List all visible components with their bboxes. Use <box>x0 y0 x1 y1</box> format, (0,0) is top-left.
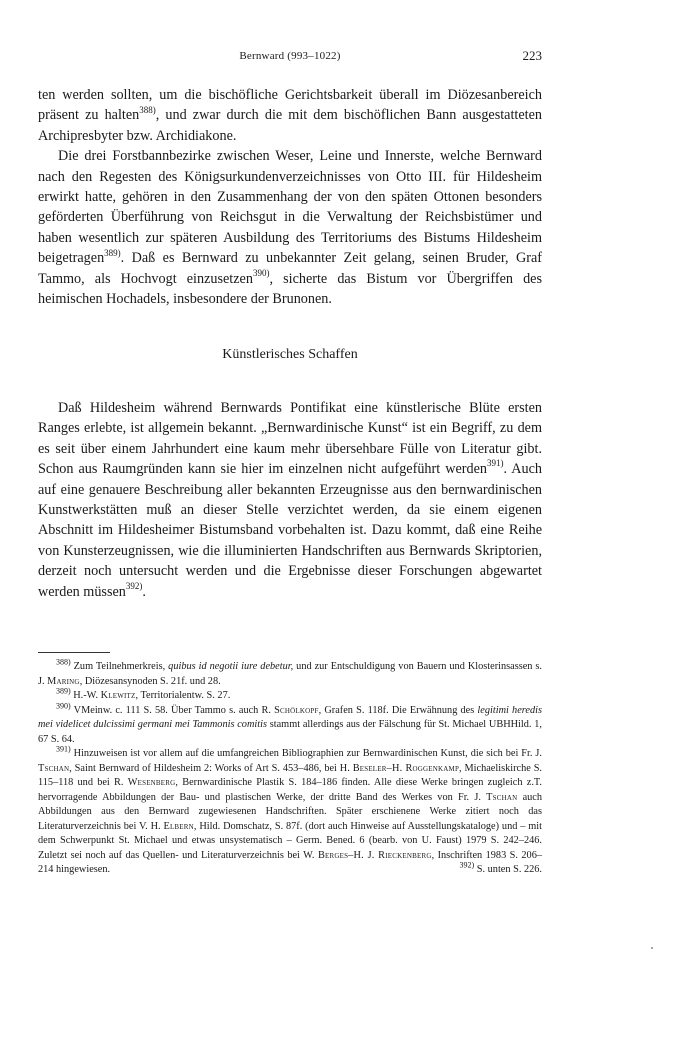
main-text <box>38 85 542 602</box>
footnote-390: $^{390)}$ VMeinw. c. 111 S. 58. Über Tammo s. auch R. Schölkopf, Grafen S. 118f. Die Erwähnung des legitimi heredis mei videlicet dulcissimi germani mei Tammonis comitis stammt allerdings aus der Fälschung für St. Michael UBHHild. 1, 67 S. 64. <box>38 701 542 745</box>
footnote-392: $^{392)}$ S. unten S. 226. <box>459 860 542 875</box>
section-heading: Künstlerisches Schaffen <box>222 347 358 363</box>
page-header <box>38 48 542 72</box>
footnote-391: $^{391)}$ Hinzuweisen ist vor allem auf die umfangreichen Bibliographien zur Bernwardinischen Kunst, die sich bei Fr. J. Tschan, Saint Bernward of Hildesheim 2: Works of Art S. 453–486, bei H. Beseler–H. Roggenkamp, Michaeliskirche S. 115–118 und bei R. Wesenberg, Bernwardinische Plastik S. 184–186 finden. Alle diese Werke bringen zugleich z.T. hervorragende Abbildungen der Bau- und plastischen Werke, der dritte Band des Werkes von Fr. J. Tschan auch Abbildungen aus den Bernward zugewiesenen Handschriften. Später erschienene Werke zitiert noch das Literaturverzeichnis bei V. H. Elbern, Hild. Domschatz, S. 87f. (dort auch Hinweise auf Ausstellungskataloge) und – mit dem Schwerpunkt St. Michael und etwas unsystematisch – Germ. Bened. 6 (bearb. von U. Faust) 1979 S. 242–246. Zuletzt sei noch auf das Quellen- und Literaturverzeichnis bei W. Berges–H. J. Rieckenberg, Inschriften 1983 S. 206–214 hingewiesen. $^{392)}$ S. unten S. 226. <box>38 747 542 878</box>
footnote-ref-391[interactable]: 391) <box>486 458 504 469</box>
footnote-ref-388[interactable]: 388) <box>139 104 156 115</box>
footnote-389: $^{389)}$ H.-W. Klewitz, Territorialentw. S. 27. <box>56 686 231 701</box>
footnote-ref-390[interactable]: 390) <box>252 267 270 278</box>
paragraph-3: Daß Hildesheim während Bernwards Pontifikat eine künstlerische Blüte ersten Ranges erlebte, ist allgemein bekannt. „Bernwardinische Kunst“ ist ein Begriff, zu dem es seit über einem Jahrhundert eine kaum mehr übersehbare Fülle von Literatur gibt. Schon aus Raumgründen kann sie hier im einzelnen nicht aufgeführt werden$^{391)}$. Auch auf eine genauere Beschreibung aller bekannten Erzeugnisse aus den bernwardinischen Kunstwerkstätten muß an dieser Stelle verzichtet werden, da sie einem eigenen Abschnitt im Hildesheimer Bistumsband vorbehalten ist. Dazu kommt, daß eine Reihe von Kunsterzeugnissen, wie die illuminierten Handschriften aus Bernwards Skriptorien, derzeit noch untersucht werden und die Ergebnisse dieser Forschungen abgewartet werden müssen$^{392)}$. <box>38 399 542 600</box>
scan-speck <box>651 947 653 949</box>
page-number: 223 <box>522 48 542 63</box>
paragraph-2: Die drei Forstbannbezirke zwischen Weser, Leine und Innerste, welche Bernward nach den Regesten des Königsurkundenverzeichnisses von Otto III. für Hildesheim erwirkt hatte, gehören in den Zusammenhang der von den späten Ottonen besonders geförderten Überführung von Reichsgut in die Verwaltung der Reichsbistümer und haben wesentlich zur späteren Ausbildung des Territoriums des Bistums Hildesheim beigetragen$^{389)}$. Daß es Bernward zu unbekannter Zeit gelang, seinen Bruder, Graf Tammo, als Hochvogt einzusetzen$^{390)}$, sicherte das Bistum vor Übergriffen des heimischen Hochadels, insbesondere der Brunonen. <box>38 148 542 308</box>
paragraph-1: ten werden sollten, um die bischöfliche Gerichtsbarkeit überall im Diözesanbereich präsent zu halten$^{388)}$, und zwar durch die mit dem bischöflichen Bann ausgestatteten Archipresbyter bzw. Archidiakone. <box>38 87 542 144</box>
footnotes <box>38 657 543 878</box>
footnote-388: $^{388)}$ Zum Teilnehmerkreis, quibus id negotii iure debetur, und zur Entschuldigung von Bauern und Klosterinsassen s. J. Maring, Diözesansynoden S. 21f. und 28. <box>38 657 542 687</box>
footnote-ref-392[interactable]: 392) <box>125 580 143 591</box>
footnote-divider <box>38 652 110 653</box>
footnote-ref-389[interactable]: 389) <box>104 247 121 258</box>
running-head: Bernward (993–1022) <box>239 50 341 62</box>
